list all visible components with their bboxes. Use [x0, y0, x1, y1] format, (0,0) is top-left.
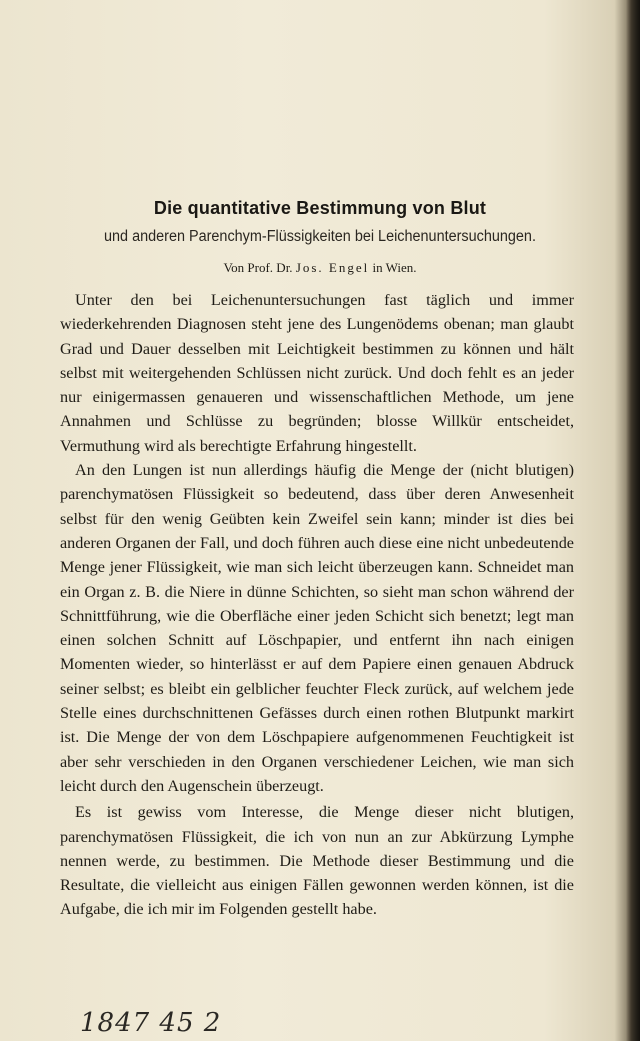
- article-subtitle: und anderen Parenchym-Flüssigkeiten bei Leichenuntersuchungen.: [104, 228, 536, 245]
- paragraph-3: Es ist gewiss vom Interesse, die Menge dieser nicht blutigen, parenchymatösen Flüssigkeit, die ich von nun an zur Abkürzung Lymphe nennen werde, zu bestimmen. Die Methode dieser Bestimmung und die Resultate, die vielleicht aus einigen Fällen gewonnen werden können, ist die Aufgabe, die ich mir im Folgenden gestellt habe.: [60, 803, 574, 919]
- author-line: [0, 260, 640, 276]
- page-edge-shadow: [626, 0, 640, 1041]
- article-title: Die quantitative Bestimmung von Blut: [153, 198, 487, 218]
- article-body: [60, 288, 574, 922]
- handwritten-note: 1847 45 2: [80, 1008, 222, 1038]
- paragraph-2: An den Lungen ist nun allerdings häufig die Menge der (nicht blutigen) parenchymatösen Flüssigkeit so bedeutend, dass über deren Anwesenheit selbst für den wenig Geübten kein Zweifel sein kann; minder ist dies bei anderen Organen der Fall, und doch führen auch diese eine nicht unbedeutende Menge jener Flüssigkeit, wie man sich leicht überzeugen kann. Schneidet man ein Organ z. B. die Niere in dünne Schichten, so sieht man schon während der Schnittführung, wie die Oberfläche einer jeden Schicht sich benetzt; legt man einen solchen Schnitt auf Löschpapier, und entfernt ihn nach einigen Momenten wieder, so hinterlässt er auf dem Papiere einen genauen Abdruck seiner selbst; es bleibt ein gelblicher feuchter Fleck zurück, auf welchem jede Stelle eines durchschnittenen Gefässes durch einen rothen Blutpunkt markirt ist. Die Menge der von dem Löschpapiere aufgenommenen Feuchtigkeit ist aber sehr verschieden in den Organen verschiedener Leichen, wie man sich leicht durch den Augenschein überzeugt.: [60, 461, 574, 795]
- author-prefix: Von Prof. Dr.: [223, 260, 293, 275]
- author-name: Jos. Engel: [295, 260, 370, 275]
- paragraph-1: Unter den bei Leichenuntersuchungen fast täglich und immer wiederkehrenden Diagnosen steht jene des Lungenödems obenan; man glaubt Grad und Dauer desselben mit Leichtigkeit bestimmen zu können und hält selbst mit weitergehenden Schlüssen nicht zurück. Und doch fehlt es an jeder nur einigermassen genaueren und wissenschaftlichen Methode, um jene Annahmen und Schlüsse zu begründen; blosse Willkür entscheidet, Vermuthung wird als berechtigte Erfahrung hingestellt.: [60, 291, 574, 455]
- author-suffix: in Wien.: [372, 260, 417, 275]
